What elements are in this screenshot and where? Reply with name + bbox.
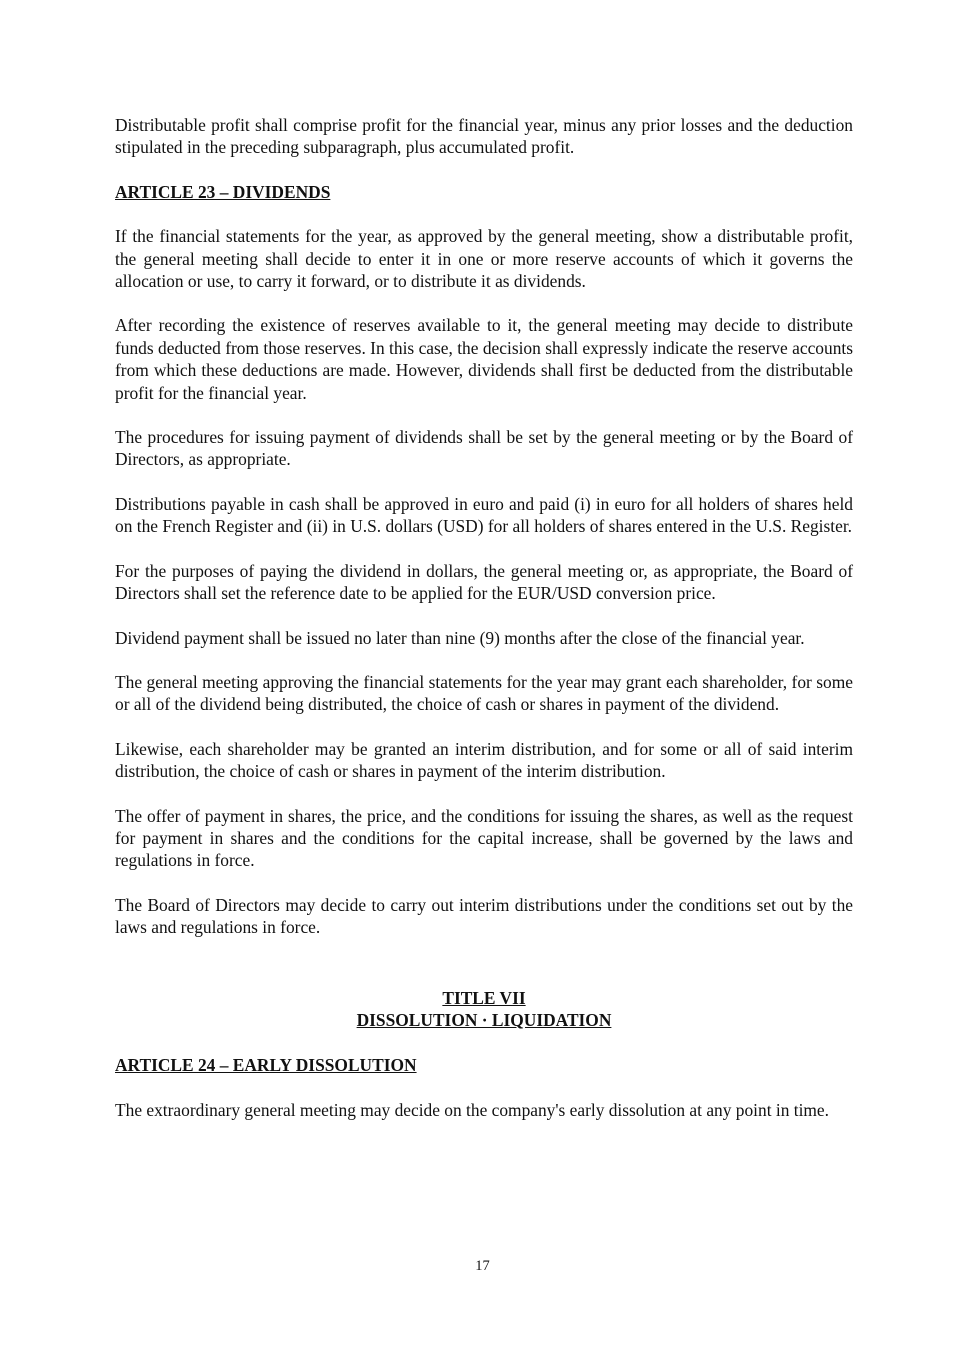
intro-paragraph: Distributable profit shall comprise profit for the financial year, minus any prior losses and the deduction stipulated in the preceding subparagraph, plus accumulated profit. bbox=[115, 115, 853, 158]
document-page bbox=[115, 114, 853, 1143]
article-23-paragraph-5: For the purposes of paying the dividend in dollars, the general meeting or, as appropriate, the Board of Directors shall set the reference date to be applied for the EUR/USD conversion price. bbox=[115, 560, 853, 604]
article-23-paragraph-4: Distributions payable in cash shall be approved in euro and paid (i) in euro for all holders of shares held on the French Register and (ii) in U.S. dollars (USD) for all holders of shares entered in the U.S. Register. bbox=[115, 493, 853, 537]
article-23-paragraph-6: Dividend payment shall be issued no later than nine (9) months after the close of the financial year. bbox=[115, 627, 805, 648]
article-23-paragraph-7: The general meeting approving the financial statements for the year may grant each shareholder, for some or all of the dividend being distributed, the choice of cash or shares in payment of the dividend. bbox=[115, 671, 853, 715]
article-23-paragraph-2: After recording the existence of reserves available to it, the general meeting may decide to distribute funds deducted from those reserves. In this case, the decision shall expressly indicate the reserve accounts from which these deductions are made. However, dividends shall first be deducted from the distributable profit for the financial year. bbox=[115, 315, 853, 403]
title-vii-subheading: DISSOLUTION · LIQUIDATION bbox=[356, 1009, 612, 1030]
article-23-heading: ARTICLE 23 – DIVIDENDS bbox=[115, 181, 331, 202]
article-24-heading: ARTICLE 24 – EARLY DISSOLUTION bbox=[115, 1055, 417, 1076]
article-24-paragraph-1: The extraordinary general meeting may decide on the company's early dissolution at any point in time. bbox=[115, 1099, 830, 1120]
article-23-paragraph-9: The offer of payment in shares, the price, and the conditions for issuing the shares, as well as the request for payment in shares and the conditions for the capital increase, shall be governed by the laws and regulations in force. bbox=[115, 805, 853, 871]
article-23-paragraph-1: If the financial statements for the year, as approved by the general meeting, show a distributable profit, the general meeting shall decide to enter it in one or more reserve accounts of which it governs the allocation or use, to carry it forward, or to distribute it as dividends. bbox=[115, 226, 853, 292]
article-23-paragraph-3: The procedures for issuing payment of dividends shall be set by the general meeting or by the Board of Directors, as appropriate. bbox=[115, 427, 853, 470]
page-number: 17 bbox=[475, 1258, 490, 1274]
article-23-paragraph-8: Likewise, each shareholder may be granted an interim distribution, and for some or all of said interim distribution, the choice of cash or shares in payment of the interim distribution. bbox=[115, 738, 853, 782]
article-23-paragraph-10: The Board of Directors may decide to carry out interim distributions under the conditions set out by the laws and regulations in force. bbox=[115, 894, 853, 938]
title-vii-heading: TITLE VII bbox=[442, 987, 526, 1008]
title-vii-block bbox=[115, 987, 853, 1032]
